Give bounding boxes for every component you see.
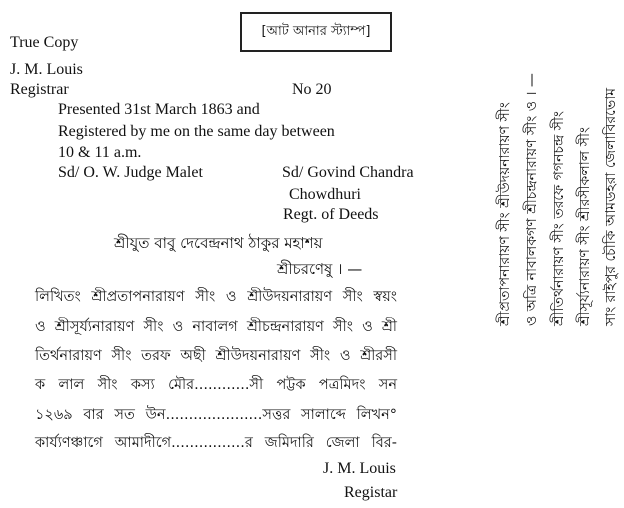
margin-note-column [600,26,622,326]
time-line: 10 & 11 a.m. [58,144,142,161]
margin-note-text: শ্রীসূর্য্যনারায়ণ সীং শ্রীরসীকলাল সীং [577,127,593,326]
body-line: তির্থনারায়ণ সীং তরফ অছী শ্রীউদয়নারায়ণ সীং ও শ্রীরসী [35,348,397,364]
margin-note-text: ও অত্রি নাবালকগণ শ্রীচন্দ্রনারায়ণ সীং ও । — [524,73,540,326]
margin-note-text: শ্রীপ্রতাপনারায়ণ সীং শ্রীউদয়নারায়ণ সীং [497,102,513,326]
footer-name: J. M. Louis [323,460,396,477]
registration-number: No 20 [292,81,332,98]
registrar-signature-line2: Chowdhuri [289,186,361,203]
margin-note-column [521,26,543,326]
body-line: লিখিতং শ্রীপ্রতাপনারায়ণ সীং ও শ্রীউদয়নারায়ণ সীং স্বয়ং [35,289,397,305]
registered-line: Registered by me on the same day between [58,123,335,140]
registrar-name: J. M. Louis [10,61,83,78]
body-line: কার্য্যণঞ্চাগে আমাদীগে................র জমিদারি জেলা বির- [35,435,397,451]
stamp-box [240,12,392,52]
footer-title: Registar [344,484,398,501]
true-copy-label: True Copy [10,34,79,51]
margin-note-text: শ্রীতির্থনারায়ণ সীং তরফে গগনচন্দ্র সীং [551,110,567,326]
salutation-line2: শ্রীচরণেষু । — [277,260,363,278]
presented-line: Presented 31st March 1863 and [58,101,260,118]
margin-note-column [494,26,516,326]
stamp-label: [আট আনার স্ট্যাম্প] [261,23,371,39]
body-line: ক লাল সীং কস্য মৌর............সী পট্টক পত্রমিদং সন [35,377,397,393]
salutation-line1: শ্রীযুত বাবু দেবেন্দ্রনাথ ঠাকুর মহাশয় [114,234,323,252]
registrar-signature-line3: Regt. of Deeds [283,206,379,223]
body-line: ও শ্রীসূর্য্যনারায়ণ সীং ও নাবালগ শ্রীচন্দ্রনারায়ণ সীং ও শ্রী [35,319,397,335]
margin-note-text: সাং রাইপুর চৌকি আমডহরা জেলাবিরভোম [603,87,619,326]
margin-note-column [574,26,596,326]
registrar-title: Registrar [10,81,69,98]
body-line: ১২৬৯ বার সত উন.....................সত্তর সালাব্দে লিখন° [35,407,397,423]
registrar-signature-line1: Sd/ Govind Chandra [282,164,414,181]
judge-signature: Sd/ O. W. Judge Malet [58,164,203,181]
margin-note-column [548,26,570,326]
